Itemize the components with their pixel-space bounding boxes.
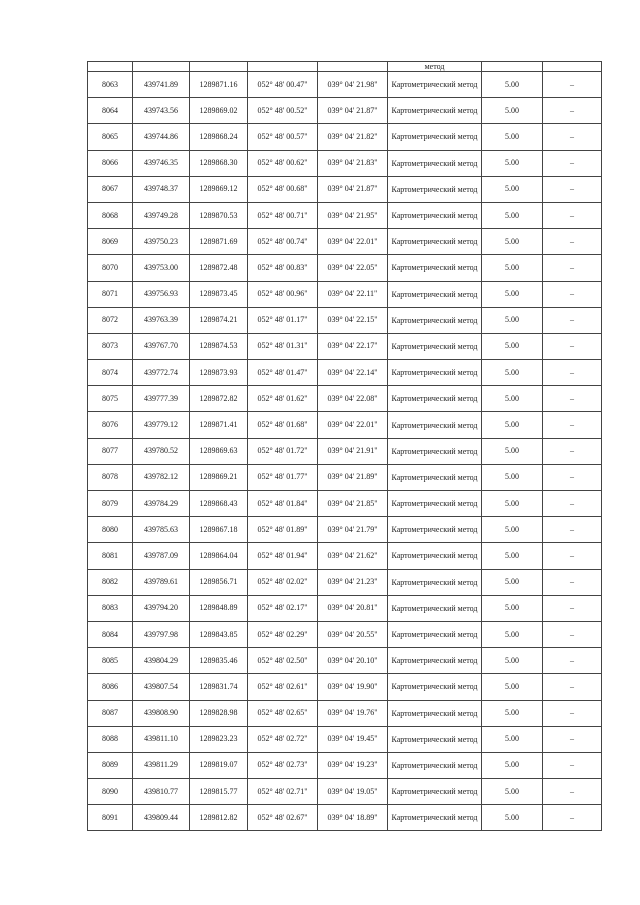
cell-longitude: 039° 04' 21.23" xyxy=(318,569,388,595)
cell-accuracy: 5.00 xyxy=(482,674,543,700)
cell-description: – xyxy=(543,726,602,752)
cell-method: метод xyxy=(388,62,482,72)
cell-latitude: 052° 48' 01.89" xyxy=(248,517,318,543)
cell-description: – xyxy=(543,805,602,831)
cell-point-number: 8067 xyxy=(88,176,133,202)
cell-point-number: 8076 xyxy=(88,412,133,438)
table-row xyxy=(88,176,602,202)
cell-y-coordinate: 1289871.69 xyxy=(190,229,248,255)
table-row xyxy=(88,674,602,700)
cell-latitude: 052° 48' 01.62" xyxy=(248,386,318,412)
cell-description: – xyxy=(543,517,602,543)
cell-y-coordinate: 1289869.63 xyxy=(190,438,248,464)
cell-y-coordinate: 1289869.21 xyxy=(190,464,248,490)
cell-point-number: 8091 xyxy=(88,805,133,831)
cell-method: Картометрический метод xyxy=(388,700,482,726)
cell-y-coordinate: 1289815.77 xyxy=(190,779,248,805)
cell-method: Картометрический метод xyxy=(388,412,482,438)
cell-method: Картометрический метод xyxy=(388,150,482,176)
cell-accuracy: 5.00 xyxy=(482,464,543,490)
cell-description: – xyxy=(543,333,602,359)
cell-method: Картометрический метод xyxy=(388,674,482,700)
cell-latitude: 052° 48' 02.65" xyxy=(248,700,318,726)
cell-point-number: 8077 xyxy=(88,438,133,464)
cell-x-coordinate: 439763.39 xyxy=(133,307,190,333)
table-row-continuation xyxy=(88,62,602,72)
cell-longitude: 039° 04' 22.05" xyxy=(318,255,388,281)
cell-latitude: 052° 48' 02.73" xyxy=(248,752,318,778)
cell-longitude: 039° 04' 22.08" xyxy=(318,386,388,412)
cell-description: – xyxy=(543,700,602,726)
cell-description: – xyxy=(543,202,602,228)
cell-latitude: 052° 48' 01.31" xyxy=(248,333,318,359)
cell-point-number: 8090 xyxy=(88,779,133,805)
cell-y-coordinate: 1289868.30 xyxy=(190,150,248,176)
cell-x-coordinate: 439785.63 xyxy=(133,517,190,543)
cell-x-coordinate: 439777.39 xyxy=(133,386,190,412)
cell-method: Картометрический метод xyxy=(388,438,482,464)
table-row xyxy=(88,150,602,176)
cell-longitude: 039° 04' 21.95" xyxy=(318,202,388,228)
cell-longitude: 039° 04' 22.17" xyxy=(318,333,388,359)
table-row xyxy=(88,124,602,150)
cell-longitude: 039° 04' 19.76" xyxy=(318,700,388,726)
cell-accuracy: 5.00 xyxy=(482,543,543,569)
cell-accuracy: 5.00 xyxy=(482,412,543,438)
cell-description: – xyxy=(543,281,602,307)
cell-x-coordinate: 439741.89 xyxy=(133,72,190,98)
cell-longitude: 039° 04' 22.15" xyxy=(318,307,388,333)
cell-point-number: 8084 xyxy=(88,621,133,647)
cell-accuracy: 5.00 xyxy=(482,726,543,752)
cell-longitude: 039° 04' 20.10" xyxy=(318,648,388,674)
cell-empty xyxy=(190,62,248,72)
cell-point-number: 8089 xyxy=(88,752,133,778)
cell-y-coordinate: 1289856.71 xyxy=(190,569,248,595)
coordinates-table xyxy=(87,61,602,831)
cell-latitude: 052° 48' 01.47" xyxy=(248,360,318,386)
cell-accuracy: 5.00 xyxy=(482,752,543,778)
cell-x-coordinate: 439794.20 xyxy=(133,595,190,621)
cell-y-coordinate: 1289828.98 xyxy=(190,700,248,726)
cell-accuracy: 5.00 xyxy=(482,438,543,464)
cell-point-number: 8083 xyxy=(88,595,133,621)
cell-y-coordinate: 1289835.46 xyxy=(190,648,248,674)
cell-x-coordinate: 439809.44 xyxy=(133,805,190,831)
cell-latitude: 052° 48' 00.68" xyxy=(248,176,318,202)
cell-accuracy: 5.00 xyxy=(482,176,543,202)
table-row xyxy=(88,333,602,359)
cell-y-coordinate: 1289819.07 xyxy=(190,752,248,778)
cell-y-coordinate: 1289872.82 xyxy=(190,386,248,412)
cell-accuracy: 5.00 xyxy=(482,124,543,150)
cell-point-number: 8075 xyxy=(88,386,133,412)
cell-point-number: 8068 xyxy=(88,202,133,228)
cell-latitude: 052° 48' 00.71" xyxy=(248,202,318,228)
cell-latitude: 052° 48' 01.17" xyxy=(248,307,318,333)
cell-point-number: 8073 xyxy=(88,333,133,359)
cell-longitude: 039° 04' 21.98" xyxy=(318,72,388,98)
cell-accuracy: 5.00 xyxy=(482,621,543,647)
cell-latitude: 052° 48' 00.83" xyxy=(248,255,318,281)
cell-description: – xyxy=(543,779,602,805)
cell-latitude: 052° 48' 01.77" xyxy=(248,464,318,490)
cell-longitude: 039° 04' 21.91" xyxy=(318,438,388,464)
cell-description: – xyxy=(543,98,602,124)
cell-point-number: 8069 xyxy=(88,229,133,255)
cell-point-number: 8082 xyxy=(88,569,133,595)
table-row xyxy=(88,386,602,412)
cell-x-coordinate: 439811.29 xyxy=(133,752,190,778)
cell-point-number: 8063 xyxy=(88,72,133,98)
cell-y-coordinate: 1289874.21 xyxy=(190,307,248,333)
cell-y-coordinate: 1289872.48 xyxy=(190,255,248,281)
table-row xyxy=(88,779,602,805)
cell-latitude: 052° 48' 00.52" xyxy=(248,98,318,124)
cell-point-number: 8078 xyxy=(88,464,133,490)
cell-longitude: 039° 04' 22.01" xyxy=(318,229,388,255)
cell-method: Картометрический метод xyxy=(388,72,482,98)
cell-latitude: 052° 48' 00.47" xyxy=(248,72,318,98)
cell-description: – xyxy=(543,569,602,595)
cell-empty xyxy=(88,62,133,72)
cell-latitude: 052° 48' 02.29" xyxy=(248,621,318,647)
cell-accuracy: 5.00 xyxy=(482,805,543,831)
cell-empty xyxy=(318,62,388,72)
table-row xyxy=(88,464,602,490)
cell-empty xyxy=(248,62,318,72)
cell-description: – xyxy=(543,229,602,255)
cell-longitude: 039° 04' 20.81" xyxy=(318,595,388,621)
cell-y-coordinate: 1289871.16 xyxy=(190,72,248,98)
cell-description: – xyxy=(543,360,602,386)
cell-latitude: 052° 48' 00.74" xyxy=(248,229,318,255)
cell-description: – xyxy=(543,124,602,150)
cell-empty xyxy=(133,62,190,72)
cell-accuracy: 5.00 xyxy=(482,150,543,176)
cell-latitude: 052° 48' 02.50" xyxy=(248,648,318,674)
table-row xyxy=(88,595,602,621)
cell-description: – xyxy=(543,595,602,621)
cell-longitude: 039° 04' 22.11" xyxy=(318,281,388,307)
cell-method: Картометрический метод xyxy=(388,176,482,202)
cell-point-number: 8088 xyxy=(88,726,133,752)
cell-latitude: 052° 48' 00.96" xyxy=(248,281,318,307)
cell-description: – xyxy=(543,752,602,778)
cell-method: Картометрический метод xyxy=(388,255,482,281)
cell-description: – xyxy=(543,307,602,333)
cell-empty xyxy=(543,62,602,72)
cell-method: Картометрический метод xyxy=(388,202,482,228)
cell-accuracy: 5.00 xyxy=(482,569,543,595)
table-row xyxy=(88,255,602,281)
cell-y-coordinate: 1289843.85 xyxy=(190,621,248,647)
table-row xyxy=(88,438,602,464)
cell-y-coordinate: 1289873.45 xyxy=(190,281,248,307)
cell-x-coordinate: 439808.90 xyxy=(133,700,190,726)
table-row xyxy=(88,517,602,543)
table-row xyxy=(88,412,602,438)
cell-point-number: 8087 xyxy=(88,700,133,726)
cell-y-coordinate: 1289870.53 xyxy=(190,202,248,228)
cell-x-coordinate: 439811.10 xyxy=(133,726,190,752)
cell-method: Картометрический метод xyxy=(388,333,482,359)
cell-latitude: 052° 48' 00.62" xyxy=(248,150,318,176)
table-row xyxy=(88,752,602,778)
cell-point-number: 8080 xyxy=(88,517,133,543)
cell-accuracy: 5.00 xyxy=(482,595,543,621)
cell-longitude: 039° 04' 19.45" xyxy=(318,726,388,752)
cell-description: – xyxy=(543,674,602,700)
table-row xyxy=(88,491,602,517)
cell-x-coordinate: 439784.29 xyxy=(133,491,190,517)
cell-y-coordinate: 1289812.82 xyxy=(190,805,248,831)
table-body xyxy=(88,62,602,831)
cell-x-coordinate: 439743.56 xyxy=(133,98,190,124)
cell-accuracy: 5.00 xyxy=(482,307,543,333)
cell-method: Картометрический метод xyxy=(388,360,482,386)
cell-longitude: 039° 04' 21.83" xyxy=(318,150,388,176)
cell-method: Картометрический метод xyxy=(388,726,482,752)
cell-latitude: 052° 48' 02.67" xyxy=(248,805,318,831)
cell-method: Картометрический метод xyxy=(388,386,482,412)
cell-y-coordinate: 1289848.89 xyxy=(190,595,248,621)
cell-x-coordinate: 439746.35 xyxy=(133,150,190,176)
cell-description: – xyxy=(543,621,602,647)
cell-method: Картометрический метод xyxy=(388,595,482,621)
cell-x-coordinate: 439807.54 xyxy=(133,674,190,700)
cell-description: – xyxy=(543,412,602,438)
cell-empty xyxy=(482,62,543,72)
table-row xyxy=(88,281,602,307)
cell-accuracy: 5.00 xyxy=(482,700,543,726)
cell-longitude: 039° 04' 21.62" xyxy=(318,543,388,569)
cell-latitude: 052° 48' 00.57" xyxy=(248,124,318,150)
cell-point-number: 8086 xyxy=(88,674,133,700)
cell-longitude: 039° 04' 22.01" xyxy=(318,412,388,438)
cell-accuracy: 5.00 xyxy=(482,648,543,674)
cell-latitude: 052° 48' 01.84" xyxy=(248,491,318,517)
cell-longitude: 039° 04' 19.05" xyxy=(318,779,388,805)
cell-longitude: 039° 04' 21.87" xyxy=(318,176,388,202)
cell-y-coordinate: 1289868.43 xyxy=(190,491,248,517)
cell-accuracy: 5.00 xyxy=(482,333,543,359)
cell-longitude: 039° 04' 21.89" xyxy=(318,464,388,490)
cell-method: Картометрический метод xyxy=(388,229,482,255)
cell-description: – xyxy=(543,464,602,490)
cell-longitude: 039° 04' 21.82" xyxy=(318,124,388,150)
cell-longitude: 039° 04' 22.14" xyxy=(318,360,388,386)
cell-method: Картометрический метод xyxy=(388,517,482,543)
cell-method: Картометрический метод xyxy=(388,307,482,333)
table-row xyxy=(88,543,602,569)
cell-latitude: 052° 48' 02.72" xyxy=(248,726,318,752)
cell-x-coordinate: 439750.23 xyxy=(133,229,190,255)
cell-x-coordinate: 439789.61 xyxy=(133,569,190,595)
cell-method: Картометрический метод xyxy=(388,569,482,595)
cell-description: – xyxy=(543,648,602,674)
cell-longitude: 039° 04' 20.55" xyxy=(318,621,388,647)
cell-description: – xyxy=(543,543,602,569)
cell-x-coordinate: 439756.93 xyxy=(133,281,190,307)
cell-point-number: 8070 xyxy=(88,255,133,281)
cell-point-number: 8081 xyxy=(88,543,133,569)
cell-y-coordinate: 1289831.74 xyxy=(190,674,248,700)
cell-accuracy: 5.00 xyxy=(482,229,543,255)
cell-description: – xyxy=(543,438,602,464)
cell-longitude: 039° 04' 21.79" xyxy=(318,517,388,543)
cell-method: Картометрический метод xyxy=(388,464,482,490)
cell-description: – xyxy=(543,491,602,517)
cell-longitude: 039° 04' 18.89" xyxy=(318,805,388,831)
cell-x-coordinate: 439780.52 xyxy=(133,438,190,464)
cell-y-coordinate: 1289868.24 xyxy=(190,124,248,150)
cell-accuracy: 5.00 xyxy=(482,202,543,228)
table-row xyxy=(88,229,602,255)
cell-y-coordinate: 1289869.12 xyxy=(190,176,248,202)
cell-x-coordinate: 439744.86 xyxy=(133,124,190,150)
cell-point-number: 8074 xyxy=(88,360,133,386)
cell-point-number: 8066 xyxy=(88,150,133,176)
cell-accuracy: 5.00 xyxy=(482,360,543,386)
cell-x-coordinate: 439767.70 xyxy=(133,333,190,359)
cell-x-coordinate: 439749.28 xyxy=(133,202,190,228)
cell-accuracy: 5.00 xyxy=(482,255,543,281)
cell-accuracy: 5.00 xyxy=(482,281,543,307)
table-row xyxy=(88,202,602,228)
cell-x-coordinate: 439804.29 xyxy=(133,648,190,674)
cell-accuracy: 5.00 xyxy=(482,491,543,517)
cell-accuracy: 5.00 xyxy=(482,72,543,98)
cell-method: Картометрический метод xyxy=(388,491,482,517)
cell-x-coordinate: 439797.98 xyxy=(133,621,190,647)
cell-latitude: 052° 48' 01.68" xyxy=(248,412,318,438)
cell-point-number: 8071 xyxy=(88,281,133,307)
cell-accuracy: 5.00 xyxy=(482,98,543,124)
cell-longitude: 039° 04' 19.90" xyxy=(318,674,388,700)
cell-method: Картометрический метод xyxy=(388,752,482,778)
cell-longitude: 039° 04' 19.23" xyxy=(318,752,388,778)
cell-accuracy: 5.00 xyxy=(482,386,543,412)
table-row xyxy=(88,569,602,595)
cell-y-coordinate: 1289869.02 xyxy=(190,98,248,124)
cell-point-number: 8079 xyxy=(88,491,133,517)
cell-description: – xyxy=(543,150,602,176)
table-row xyxy=(88,307,602,333)
cell-y-coordinate: 1289823.23 xyxy=(190,726,248,752)
cell-x-coordinate: 439753.00 xyxy=(133,255,190,281)
cell-description: – xyxy=(543,176,602,202)
cell-latitude: 052° 48' 02.17" xyxy=(248,595,318,621)
table-row xyxy=(88,700,602,726)
cell-x-coordinate: 439772.74 xyxy=(133,360,190,386)
cell-method: Картометрический метод xyxy=(388,779,482,805)
cell-x-coordinate: 439748.37 xyxy=(133,176,190,202)
cell-description: – xyxy=(543,72,602,98)
cell-description: – xyxy=(543,386,602,412)
cell-accuracy: 5.00 xyxy=(482,517,543,543)
cell-method: Картометрический метод xyxy=(388,648,482,674)
cell-x-coordinate: 439810.77 xyxy=(133,779,190,805)
cell-x-coordinate: 439782.12 xyxy=(133,464,190,490)
cell-method: Картометрический метод xyxy=(388,124,482,150)
table-row xyxy=(88,805,602,831)
table-row xyxy=(88,621,602,647)
cell-x-coordinate: 439787.09 xyxy=(133,543,190,569)
table-row xyxy=(88,72,602,98)
table-row xyxy=(88,98,602,124)
cell-x-coordinate: 439779.12 xyxy=(133,412,190,438)
cell-point-number: 8085 xyxy=(88,648,133,674)
cell-method: Картометрический метод xyxy=(388,543,482,569)
table-row xyxy=(88,360,602,386)
cell-latitude: 052° 48' 02.61" xyxy=(248,674,318,700)
table-row xyxy=(88,648,602,674)
cell-latitude: 052° 48' 01.72" xyxy=(248,438,318,464)
cell-y-coordinate: 1289864.04 xyxy=(190,543,248,569)
cell-y-coordinate: 1289873.93 xyxy=(190,360,248,386)
table-row xyxy=(88,726,602,752)
cell-method: Картометрический метод xyxy=(388,98,482,124)
cell-longitude: 039° 04' 21.87" xyxy=(318,98,388,124)
cell-y-coordinate: 1289874.53 xyxy=(190,333,248,359)
cell-method: Картометрический метод xyxy=(388,281,482,307)
cell-latitude: 052° 48' 01.94" xyxy=(248,543,318,569)
cell-y-coordinate: 1289871.41 xyxy=(190,412,248,438)
cell-method: Картометрический метод xyxy=(388,621,482,647)
cell-method: Картометрический метод xyxy=(388,805,482,831)
cell-accuracy: 5.00 xyxy=(482,779,543,805)
cell-point-number: 8065 xyxy=(88,124,133,150)
cell-latitude: 052° 48' 02.71" xyxy=(248,779,318,805)
cell-latitude: 052° 48' 02.02" xyxy=(248,569,318,595)
cell-point-number: 8072 xyxy=(88,307,133,333)
cell-point-number: 8064 xyxy=(88,98,133,124)
cell-description: – xyxy=(543,255,602,281)
cell-y-coordinate: 1289867.18 xyxy=(190,517,248,543)
cell-longitude: 039° 04' 21.85" xyxy=(318,491,388,517)
